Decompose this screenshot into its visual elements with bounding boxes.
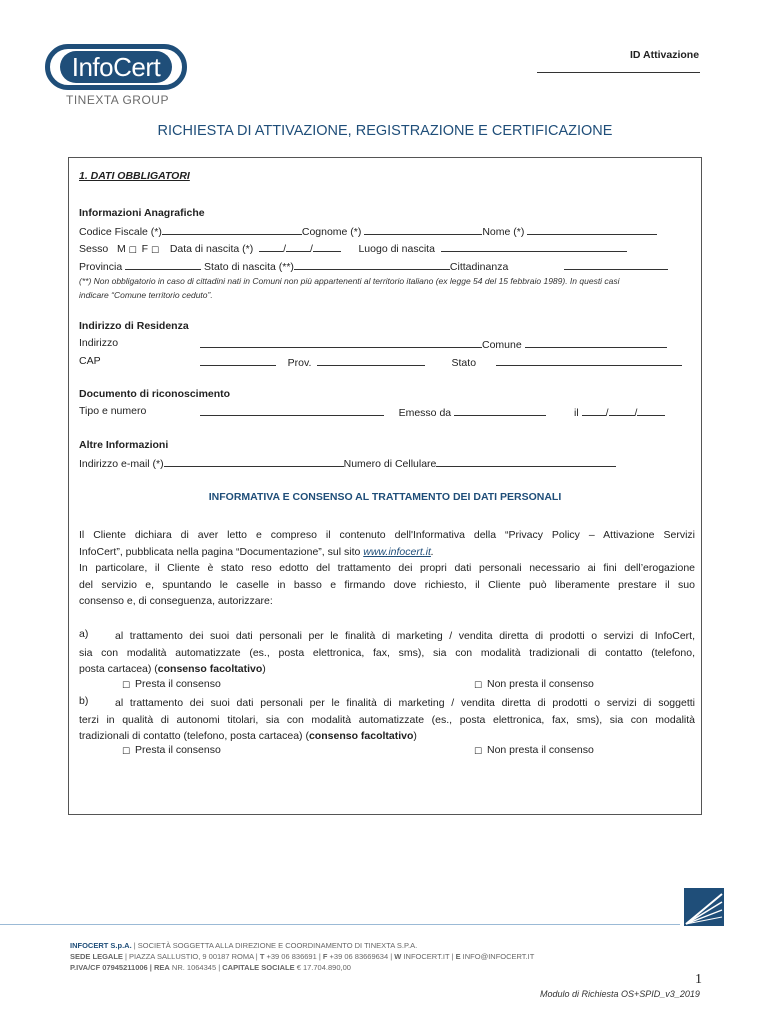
item-b-text xyxy=(79,695,695,745)
emesso-field[interactable] xyxy=(454,405,546,416)
item-a-line3: posta cartacea) (consenso facoltativo) xyxy=(79,663,266,675)
checkbox-icon[interactable]: ☐ xyxy=(122,680,131,690)
cittadinanza-field[interactable] xyxy=(564,259,668,270)
cognome-label: Cognome (*) xyxy=(301,226,362,238)
item-a-line1: al trattamento dei suoi dati personali per le finalità di marketing / vendita diretta di prodotti o servizi di InfoCert, xyxy=(115,630,695,642)
logo-text: InfoCert xyxy=(60,51,173,83)
infocert-link[interactable]: www.infocert.it xyxy=(363,545,431,558)
anagrafiche-note-2: indicare “Comune territorio ceduto”. xyxy=(79,290,213,300)
modulo-label: Modulo di Richiesta OS+SPID_v3_2019 xyxy=(540,989,700,999)
provincia-field[interactable] xyxy=(125,259,201,270)
cellulare-label: Numero di Cellulare xyxy=(343,458,437,470)
item-a-line2: sia con modalità automatizzate (es., posta elettronica, fax, sms), sia con modalità tradizionali di contatto (telefono, xyxy=(79,646,695,659)
id-attivazione-label: ID Attivazione xyxy=(630,49,700,61)
il-row: il / / xyxy=(574,405,665,419)
sesso-label: Sesso xyxy=(79,243,109,255)
item-a-presta-label: Presta il consenso xyxy=(135,678,221,690)
footer-piva: 07945211006 | xyxy=(100,963,154,972)
sesso-f-checkbox[interactable]: ☐ xyxy=(150,245,160,255)
informativa-p1-line1: Il Cliente dichiara di aver letto e compreso il contenuto dell'Informativa della “Privacy Policy – Attivazione Servizi xyxy=(79,529,695,541)
nome-field[interactable] xyxy=(527,224,657,235)
comune-label: Comune xyxy=(482,339,522,351)
item-a-presta[interactable] xyxy=(122,678,221,690)
data-nascita-label: Data di nascita (*) xyxy=(169,243,254,255)
footer-fax: +39 06 83669634 | xyxy=(327,952,395,961)
stato-label: Stato xyxy=(451,357,477,369)
tipo-numero-label: Tipo e numero xyxy=(79,405,147,417)
indirizzo-field[interactable] xyxy=(200,337,482,348)
item-b-presta-label: Presta il consenso xyxy=(135,744,221,756)
informativa-p1-line2-text: InfoCert”, pubblicata nella pagina “Documentazione”, sul sito xyxy=(79,545,361,558)
page-number: 1 xyxy=(695,972,702,987)
provincia-row xyxy=(79,259,668,273)
altre-heading: Altre Informazioni xyxy=(79,439,169,451)
item-b-presta[interactable] xyxy=(122,744,221,756)
emesso-label: Emesso da xyxy=(398,407,452,419)
checkbox-icon[interactable]: ☐ xyxy=(474,680,483,690)
residenza-heading: Indirizzo di Residenza xyxy=(79,320,189,332)
footer-t-label: T xyxy=(259,952,265,961)
indirizzo-row xyxy=(200,337,667,351)
item-b-non-presta-label: Non presta il consenso xyxy=(487,744,594,756)
email-field[interactable] xyxy=(164,456,344,467)
cap-field[interactable] xyxy=(200,355,276,366)
sesso-f-label: F xyxy=(141,243,149,255)
item-a-consenso-facoltativo: consenso facoltativo xyxy=(157,663,263,675)
il-year[interactable] xyxy=(637,405,665,416)
footer-line-3 xyxy=(70,963,351,972)
item-a-non-presta-label: Non presta il consenso xyxy=(487,678,594,690)
il-label: il xyxy=(574,407,579,419)
nome-label: Nome (*) xyxy=(482,226,525,238)
item-a-non-presta[interactable] xyxy=(474,678,594,690)
footer-capitale-label: CAPITALE SOCIALE xyxy=(222,963,295,972)
anagrafiche-note: (**) Non obbligatorio in caso di cittadini nati in Comuni non più appartenenti al territorio italiano (ex legge 54 del 15 febbraio 1989). In questi casi xyxy=(79,276,620,286)
indirizzo-label: Indirizzo xyxy=(79,337,119,349)
sesso-row: Sesso M ☐ F ☐ Data di nascita (*) / / Luogo di nascita xyxy=(79,241,627,255)
documento-row xyxy=(200,405,546,419)
footer-line-1 xyxy=(70,941,417,950)
footer-sede-label: SEDE LEGALE xyxy=(70,952,123,961)
stato-nascita-label: Stato di nascita (**) xyxy=(204,261,294,273)
item-a-label: a) xyxy=(79,628,89,640)
tipo-numero-field[interactable] xyxy=(200,405,384,416)
luogo-nascita-field[interactable] xyxy=(441,241,627,252)
checkbox-icon[interactable]: ☐ xyxy=(474,746,483,756)
cellulare-field[interactable] xyxy=(436,456,616,467)
comune-field[interactable] xyxy=(525,337,667,348)
item-a-line3-text: posta cartacea) ( xyxy=(79,663,158,675)
item-b-line1: al trattamento dei suoi dati personali per le finalità di marketing / vendita diretta di prodotti o servizi di soggetti xyxy=(115,697,695,709)
anagrafiche-heading: Informazioni Anagrafiche xyxy=(79,207,205,219)
codice-fiscale-label: Codice Fiscale (*) xyxy=(79,226,162,238)
sesso-m-checkbox[interactable]: ☐ xyxy=(128,245,137,255)
footer-rea: NR. 1064345 | xyxy=(169,963,223,972)
logo-subtitle: TINEXTA GROUP xyxy=(66,93,169,107)
infocert-mark-icon xyxy=(684,888,724,926)
footer-company: INFOCERT S.p.A. xyxy=(70,941,132,950)
informativa-p2-line2: del servizio e, spuntando le caselle in basso e firmando dove richiesto, il Cliente può liberamente prestare il suo xyxy=(79,578,695,591)
sesso-m-label: M xyxy=(116,243,126,255)
item-b-line3-text: tradizionali di contatto (telefono, posta cartacea) ( xyxy=(79,730,309,742)
footer-line-1-text: | SOCIETÀ SOGGETTA ALLA DIREZIONE E COORDINAMENTO DI TINEXTA S.P.A. xyxy=(131,941,418,950)
footer-w-label: W xyxy=(394,952,402,961)
footer-line-2 xyxy=(70,952,534,961)
informativa-p2 xyxy=(79,560,695,610)
provincia-label: Provincia xyxy=(79,261,123,273)
documento-heading: Documento di riconoscimento xyxy=(79,388,231,400)
stato-field[interactable] xyxy=(496,355,682,366)
prov-label: Prov. xyxy=(287,357,312,369)
data-nascita-day[interactable] xyxy=(259,241,283,252)
footer-web: INFOCERT.IT | xyxy=(401,952,456,961)
cap-label: CAP xyxy=(79,355,101,367)
item-a-text xyxy=(79,628,695,678)
item-b-line2: terzi in qualità di autonomi titolari, sia con modalità automatizzate (es., posta elettronica, fax, sms), sia con modalità xyxy=(79,713,695,726)
section-heading: 1. DATI OBBLIGATORI xyxy=(79,170,190,182)
footer-sede: | PIAZZA SALLUSTIO, 9 00187 ROMA | xyxy=(122,952,260,961)
footer-phone: +39 06 836691 | xyxy=(264,952,323,961)
footer-rea-label: REA xyxy=(153,963,170,972)
footer-piva-label: P.IVA/CF xyxy=(70,963,101,972)
prov-field[interactable] xyxy=(317,355,425,366)
informativa-heading: INFORMATIVA E CONSENSO AL TRATTAMENTO DEI DATI PERSONALI xyxy=(208,491,562,503)
informativa-p2-line1: In particolare, il Cliente è stato reso edotto del trattamento dei propri dati personali necessario ai fini dell’erogazione xyxy=(79,562,695,574)
id-attivazione-field[interactable] xyxy=(537,72,700,73)
infocert-logo xyxy=(45,44,187,90)
luogo-nascita-label: Luogo di nascita xyxy=(358,243,435,255)
item-b-line3: tradizionali di contatto (telefono, posta cartacea) (consenso facoltativo) xyxy=(79,730,417,742)
data-nascita-year[interactable] xyxy=(313,241,341,252)
cittadinanza-label: Cittadinanza xyxy=(449,261,509,273)
footer-f-label: F xyxy=(322,952,328,961)
stato-nascita-field[interactable] xyxy=(294,259,450,270)
data-nascita-month[interactable] xyxy=(286,241,310,252)
checkbox-icon[interactable]: ☐ xyxy=(122,746,131,756)
informativa-p2-line3: consenso e, di conseguenza, autorizzare: xyxy=(79,595,273,607)
email-row xyxy=(79,456,616,470)
item-b-label: b) xyxy=(79,695,89,707)
item-b-consenso-facoltativo: consenso facoltativo xyxy=(308,730,414,742)
cap-row xyxy=(200,355,682,369)
footer-e-label: E xyxy=(455,952,461,961)
item-b-non-presta[interactable] xyxy=(474,744,594,756)
codice-fiscale-row xyxy=(79,224,657,238)
il-day[interactable] xyxy=(582,405,606,416)
page-title: RICHIESTA DI ATTIVAZIONE, REGISTRAZIONE E CERTIFICAZIONE xyxy=(157,123,613,139)
cognome-field[interactable] xyxy=(364,224,482,235)
footer-divider xyxy=(0,924,680,925)
informativa-p1 xyxy=(79,527,695,560)
footer-capitale: € 17.704.890,00 xyxy=(294,963,351,972)
informativa-p1-line2: InfoCert”, pubblicata nella pagina “Documentazione”, sul sito www.infocert.it. xyxy=(79,545,434,558)
email-label: Indirizzo e-mail (*) xyxy=(79,458,164,470)
codice-fiscale-field[interactable] xyxy=(162,224,302,235)
footer-email: INFO@INFOCERT.IT xyxy=(460,952,535,961)
il-month[interactable] xyxy=(609,405,635,416)
